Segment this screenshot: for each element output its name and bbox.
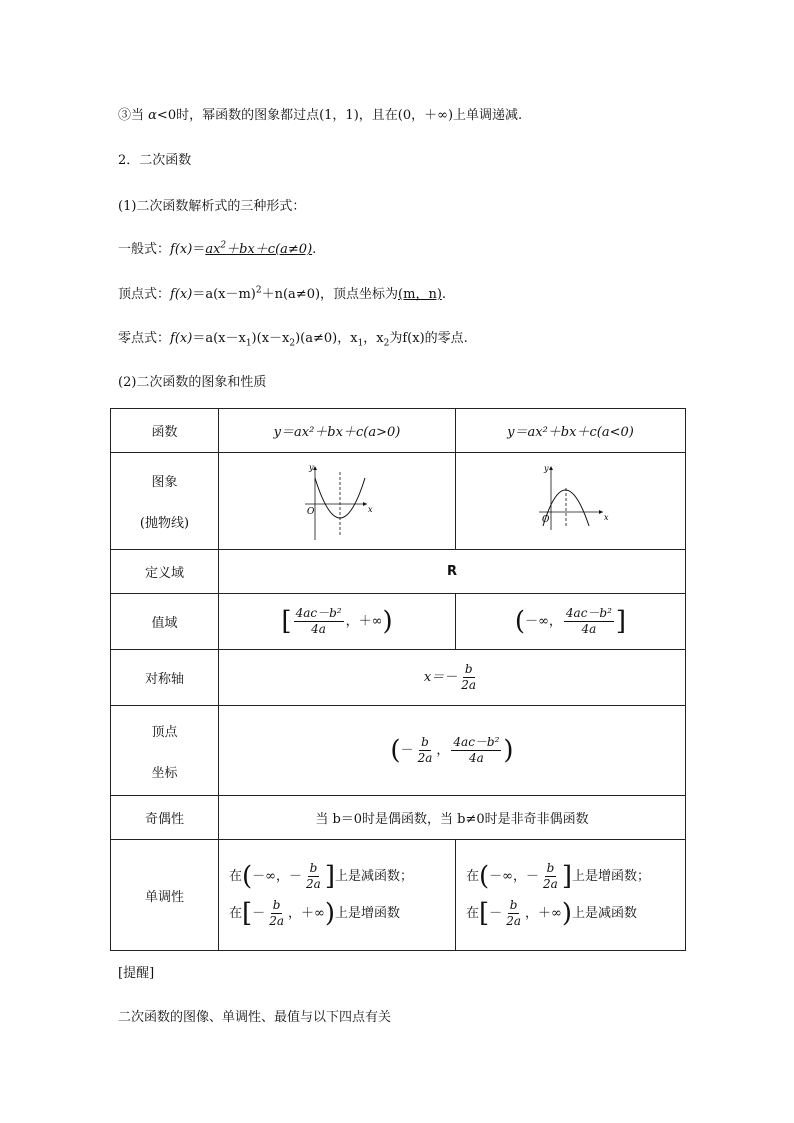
upward-parabola-graph	[297, 460, 377, 542]
graph-upward	[219, 453, 456, 550]
y-axis-label: y	[309, 463, 314, 472]
table-row	[111, 650, 686, 706]
tip-title: [提醒]	[118, 966, 155, 981]
vertex-label: 顶点	[151, 724, 178, 740]
tip-text: 二次函数的图像、单调性、最值与以下四点有关	[118, 1010, 392, 1025]
vertex-form: 顶点式：$f(x)=a(x-m)^2+n(a\ne 0)$，顶点坐标为(m，n).	[118, 285, 447, 302]
downward-parabola-graph	[531, 460, 611, 542]
axis-value: x＝－ $\frac{b}{2a}$	[219, 650, 686, 706]
table-row	[111, 453, 686, 550]
graph-label: 图象	[151, 475, 178, 490]
header-a-positive: y＝ax²＋bx＋c(a>0)	[219, 409, 456, 453]
table-row	[111, 550, 686, 594]
monotonicity-a-negative: 在(－∞，－ $\frac{b}{2a}$ ]上是增函数； 在[－ $\frac{b}{2a}$ ，＋∞)上是减函数	[456, 840, 686, 951]
subsection-forms: (1)二次函数解析式的三种形式：	[118, 199, 306, 214]
origin-label: O	[541, 515, 549, 525]
row-label-monotonicity: 单调性	[111, 840, 219, 951]
coordinate-label: 坐标	[151, 765, 178, 781]
parity-value: 当 b＝0时是偶函数，当 b≠0时是非奇非偶函数	[219, 796, 686, 840]
parabola-label: (抛物线)	[139, 516, 190, 531]
x-axis-label: x	[368, 505, 373, 514]
y-axis-label: y	[543, 464, 549, 473]
range-a-negative: (－∞， $\frac{\text{4ac－b²}}{4a}$ ]	[456, 594, 686, 650]
monotonicity-a-positive: 在(－∞，－ $\frac{b}{2a}$ ]上是减函数； 在[－ $\frac{b}{2a}$ ，＋∞)上是增函数	[219, 840, 456, 951]
table-row	[111, 796, 686, 840]
row-label-parity: 奇偶性	[111, 796, 219, 840]
row-label-domain: 定义域	[111, 550, 219, 594]
quadratic-properties-table	[110, 408, 686, 951]
table-row	[111, 594, 686, 650]
power-function-note: ③当 α<0时，幂函数的图象都过点(1，1)，且在(0，＋∞)上单调递减.	[118, 108, 523, 123]
range-a-positive: [ $\frac{\text{4ac－b²}}{4a}$ ，＋∞)	[219, 594, 456, 650]
table-row	[111, 706, 686, 796]
section-heading-quadratic: 2．二次函数	[118, 153, 192, 168]
subsection-graph-properties: (2)二次函数的图象和性质	[118, 375, 267, 390]
x-axis-label: x	[603, 513, 609, 522]
row-label-range: 值域	[111, 594, 219, 650]
table-row	[111, 409, 686, 453]
zero-form: 零点式：$f(x)=a(x-x_1)(x-x_2)(a\ne 0)$，$x_1$，$x_2$为f(x)的零点.	[118, 331, 468, 349]
row-label-axis: 对称轴	[111, 650, 219, 706]
vertex-value: (－ $\frac{b}{2a}$ ， $\frac{\text{4ac－b²}}{4a}$ )	[219, 706, 686, 796]
header-function: 函数	[111, 409, 219, 453]
row-label-vertex	[111, 706, 219, 796]
general-form: 一般式：$f(x)=ax^2+bx+c(a\ne 0)$.	[118, 240, 317, 257]
header-a-negative: y＝ax²＋bx＋c(a<0)	[456, 409, 686, 453]
row-label-graph	[111, 453, 219, 550]
table-row	[111, 840, 686, 951]
origin-label: O	[307, 507, 315, 517]
graph-downward	[456, 453, 686, 550]
domain-value: R	[219, 550, 686, 594]
